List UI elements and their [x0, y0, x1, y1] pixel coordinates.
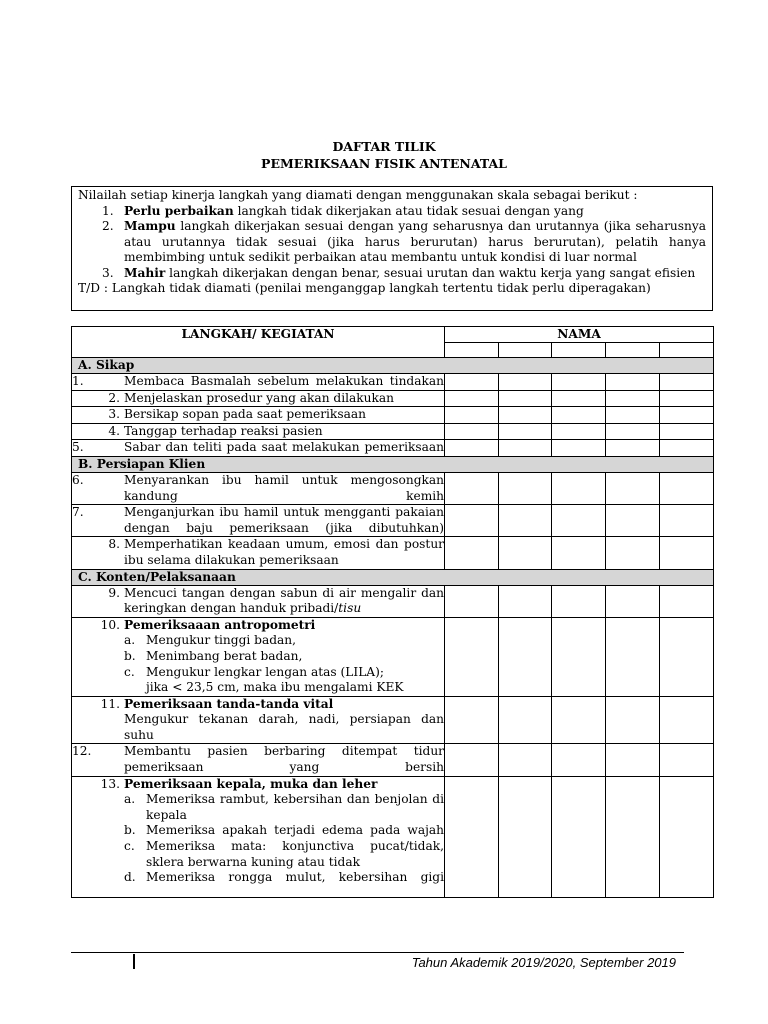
score-cell[interactable]: [499, 505, 552, 537]
document-title: DAFTAR TILIK: [332, 139, 436, 154]
score-cell[interactable]: [660, 776, 714, 897]
name-cell[interactable]: [606, 342, 660, 358]
score-cell[interactable]: [552, 744, 606, 776]
score-cell[interactable]: [445, 617, 499, 696]
step-text: Menyarankan ibu hamil untuk mengosongkan kandung kemih: [124, 472, 444, 503]
score-cell[interactable]: [445, 696, 499, 744]
score-cell[interactable]: [606, 776, 660, 897]
score-cell[interactable]: [606, 744, 660, 776]
td-note: T/D : Langkah tidak diamati (penilai menganggap langkah tertentu tidak perlu diperagakan): [78, 281, 651, 295]
step-text: Memperhatikan keadaan umum, emosi dan postur ibu selama dilakukan pemeriksaan: [124, 537, 444, 567]
sub-step-text: Menimbang berat badan,: [146, 648, 303, 663]
score-cell[interactable]: [606, 505, 660, 537]
score-cell[interactable]: [499, 423, 552, 440]
name-cell[interactable]: [660, 342, 714, 358]
step-text: Mencuci tangan dengan sabun di air mengalir dan keringkan dengan handuk pribadi/: [124, 585, 444, 616]
score-cell[interactable]: [499, 390, 552, 407]
name-cell[interactable]: [445, 342, 499, 358]
step-text: Bersikap sopan pada saat pemeriksaan: [124, 407, 366, 422]
score-cell[interactable]: [606, 696, 660, 744]
score-cell[interactable]: [660, 696, 714, 744]
table-row: 5. Sabar dan teliti pada saat melakukan pemeriksaan: [72, 440, 714, 457]
score-cell[interactable]: [499, 472, 552, 504]
score-cell[interactable]: [606, 472, 660, 504]
section-title: A. Sikap: [72, 358, 714, 374]
score-cell[interactable]: [499, 776, 552, 897]
score-cell[interactable]: [552, 374, 606, 391]
score-cell[interactable]: [552, 617, 606, 696]
step-text: Menganjurkan ibu hamil untuk mengganti pakaian dengan baju pemeriksaan (jika dibutuhkan): [124, 505, 444, 535]
score-cell[interactable]: [499, 617, 552, 696]
score-cell[interactable]: [499, 744, 552, 776]
section-row: [72, 456, 714, 472]
step-heading: Pemeriksaan kepala, muka dan leher: [124, 776, 378, 791]
score-cell[interactable]: [552, 407, 606, 424]
score-cell[interactable]: [660, 537, 714, 569]
step-heading: Pemeriksaaan antropometri: [124, 617, 316, 632]
sub-step-text: Memeriksa mata: konjunctiva pucat/tidak, sklera berwarna kuning atau tidak: [146, 839, 444, 869]
column-header-nama: NAMA: [445, 327, 714, 343]
score-cell[interactable]: [499, 585, 552, 617]
step-text: Membaca Basmalah sebelum melakukan tindakan: [124, 374, 444, 388]
score-cell[interactable]: [552, 440, 606, 457]
score-cell[interactable]: [552, 390, 606, 407]
table-row: 10. Pemeriksaaan antropometri a. Mengukur tinggi badan, b. Menimbang berat badan, c. Mengukur lengkar lengan atas (LILA); jika < 23,5 cm, maka ibu mengalami KEK: [72, 617, 714, 696]
section-row: [72, 358, 714, 374]
instructions-box: [71, 186, 713, 311]
sub-step-text: Memeriksa rambut, kebersihan dan benjolan di kepala: [146, 792, 444, 822]
table-row: 3. Bersikap sopan pada saat pemeriksaan: [72, 407, 714, 424]
sub-step-text: Memeriksa rongga mulut, kebersihan gigi: [146, 870, 444, 885]
table-row: 7. Menganjurkan ibu hamil untuk mengganti pakaian dengan baju pemeriksaan (jika dibutuhkan): [72, 505, 714, 537]
header-row: [72, 327, 714, 343]
score-cell[interactable]: [445, 585, 499, 617]
name-cell[interactable]: [552, 342, 606, 358]
table-row: 1. Membaca Basmalah sebelum melakukan tindakan: [72, 374, 714, 391]
score-cell[interactable]: [445, 505, 499, 537]
table-row: 8. Memperhatikan keadaan umum, emosi dan postur ibu selama dilakukan pemeriksaan: [72, 537, 714, 569]
score-cell[interactable]: [660, 423, 714, 440]
score-cell[interactable]: [660, 505, 714, 537]
sub-step-text: Memeriksa apakah terjadi edema pada wajah: [146, 823, 444, 838]
score-cell[interactable]: [606, 407, 660, 424]
document-subtitle: PEMERIKSAAN FISIK ANTENATAL: [261, 156, 507, 171]
score-cell[interactable]: [552, 585, 606, 617]
score-cell[interactable]: [445, 776, 499, 897]
score-cell[interactable]: [606, 617, 660, 696]
sub-step-text: Mengukur tinggi badan,: [146, 633, 297, 648]
score-cell[interactable]: [660, 374, 714, 391]
score-cell[interactable]: [499, 374, 552, 391]
score-cell[interactable]: [445, 744, 499, 776]
score-cell[interactable]: [606, 585, 660, 617]
table-row: 4. Tanggap terhadap reaksi pasien: [72, 423, 714, 440]
instructions-intro: Nilailah setiap kinerja langkah yang diamati dengan menggunakan skala sebagai berikut :: [78, 188, 638, 202]
score-cell[interactable]: [606, 537, 660, 569]
score-cell[interactable]: [660, 585, 714, 617]
score-cell[interactable]: [606, 390, 660, 407]
score-cell[interactable]: [660, 744, 714, 776]
score-cell[interactable]: [606, 374, 660, 391]
step-text: Tanggap terhadap reaksi pasien: [124, 423, 323, 438]
scale-item: 1. Perlu perbaikan langkah tidak dikerjakan atau tidak sesuai dengan yang: [102, 203, 584, 218]
table-row: 12. Membantu pasien berbaring ditempat tidur pemeriksaan yang bersih: [72, 744, 714, 776]
table-row: 13. Pemeriksaan kepala, muka dan leher a. Memeriksa rambut, kebersihan dan benjolan di kepala b. Memeriksa apakah terjadi edema pada wajah c. Memeriksa mata: konjunctiva pucat/tidak, sklera berwarna kuning atau tidak d. Memeriksa rongga mulut, kebersihan gigi: [72, 776, 714, 897]
score-cell[interactable]: [552, 505, 606, 537]
score-cell[interactable]: [499, 696, 552, 744]
score-cell[interactable]: [445, 390, 499, 407]
score-cell[interactable]: [552, 537, 606, 569]
table-row: 2. Menjelaskan prosedur yang akan dilakukan: [72, 390, 714, 407]
score-cell[interactable]: [445, 440, 499, 457]
footer-divider: [71, 952, 684, 953]
score-cell[interactable]: [660, 617, 714, 696]
score-cell[interactable]: [606, 440, 660, 457]
step-text: Menjelaskan prosedur yang akan dilakukan: [124, 390, 395, 405]
section-title: C. Konten/Pelaksanaan: [72, 569, 714, 585]
step-heading: Pemeriksaan tanda-tanda vital: [124, 696, 334, 711]
score-cell[interactable]: [499, 537, 552, 569]
score-cell[interactable]: [552, 696, 606, 744]
score-cell[interactable]: [606, 423, 660, 440]
score-cell[interactable]: [445, 537, 499, 569]
table-row: 9. Mencuci tangan dengan sabun di air mengalir dan keringkan dengan handuk pribadi/tisu: [72, 585, 714, 617]
scale-item: 3. Mahir langkah dikerjakan dengan benar, sesuai urutan dan waktu kerja yang sangat efisien: [102, 265, 696, 280]
sub-step-note: jika < 23,5 cm, maka ibu mengalami KEK: [146, 680, 404, 695]
step-text-italic: tisu: [338, 601, 362, 616]
column-header-langkah: LANGKAH/ KEGIATAN: [72, 327, 445, 358]
score-cell[interactable]: [499, 407, 552, 424]
score-cell[interactable]: [552, 423, 606, 440]
section-title: B. Persiapan Klien: [72, 456, 714, 472]
score-cell[interactable]: [660, 407, 714, 424]
footer-text: Tahun Akademik 2019/2020, September 2019: [411, 955, 676, 970]
step-text: Membantu pasien berbaring ditempat tidur pemeriksaan yang bersih: [124, 744, 444, 775]
table-row: 6. Menyarankan ibu hamil untuk mengosongkan kandung kemih: [72, 472, 714, 504]
score-cell[interactable]: [660, 472, 714, 504]
score-cell[interactable]: [445, 472, 499, 504]
table-row: 11. Pemeriksaan tanda-tanda vital Mengukur tekanan darah, nadi, persiapan dan suhu: [72, 696, 714, 744]
sub-step-text: Mengukur lengkar lengan atas (LILA);: [146, 664, 384, 679]
score-cell[interactable]: [660, 440, 714, 457]
name-cell[interactable]: [499, 342, 552, 358]
scale-item: 2. Mampu langkah dikerjakan sesuai dengan yang seharusnya dan urutannya (jika seharusnya atau urutannya tidak sesuai (jika harus berurutan) harus berurutan), pelatih hanya membimbing untuk sedikit perbaikan atau membantu untuk kondisi di luar normal: [102, 219, 706, 264]
step-text: Sabar dan teliti pada saat melakukan pemeriksaan: [124, 440, 444, 455]
score-cell[interactable]: [552, 776, 606, 897]
step-description: Mengukur tekanan darah, nadi, persiapan dan suhu: [124, 712, 444, 742]
score-cell[interactable]: [445, 374, 499, 391]
score-cell[interactable]: [660, 390, 714, 407]
checklist-table: [71, 326, 714, 898]
score-cell[interactable]: [445, 407, 499, 424]
section-row: [72, 569, 714, 585]
score-cell[interactable]: [445, 423, 499, 440]
score-cell[interactable]: [499, 440, 552, 457]
score-cell[interactable]: [552, 472, 606, 504]
